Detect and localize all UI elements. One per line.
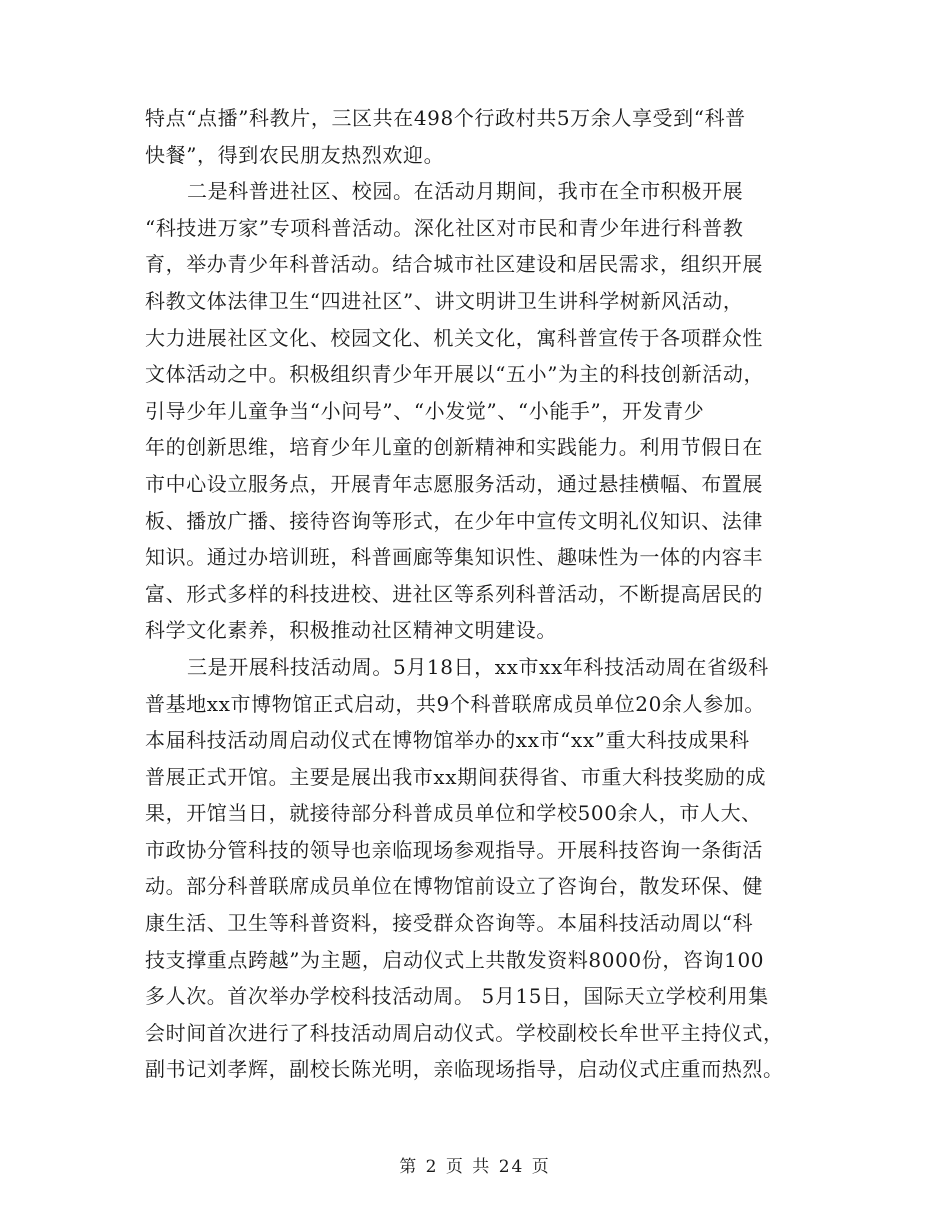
text-line: 特点“点播”科教片，三区共在498个行政村共5万余人享受到“科普 (145, 106, 746, 130)
paragraph-start-line: 二是科普进社区、校园。在活动月期间，我市在全市积极开展 (187, 179, 744, 204)
text-line: 动。部分科普联席成员单位在博物馆前设立了咨询台，散发环保、健 (145, 874, 763, 899)
text-line: 普展正式开馆。主要是展出我市xx期间获得省、市重大科技奖励的成 (145, 764, 767, 789)
text-line: 育，举办青少年科普活动。结合城市社区建设和居民需求，组织开展 (145, 252, 763, 277)
text-line: 普基地xx市博物馆正式启动，共9个科普联席成员单位20余人参加。 (145, 691, 765, 716)
text-line: 引导少年儿童争当“小问号”、“小发觉”、“小能手”，开发青少 (145, 398, 705, 423)
text-line: 果，开馆当日，就接待部分科普成员单位和学校500余人，市人大、 (145, 801, 762, 826)
text-line: 大力进展社区文化、校园文化、机关文化，寓科普宣传于各项群众性 (145, 325, 763, 350)
paragraph-start-line: 三是开展科技活动周。5月18日，xx市xx年科技活动周在省级科 (187, 654, 769, 679)
text-line: 板、播放广播、接待咨询等形式，在少年中宣传文明礼仪知识、法律 (145, 508, 763, 533)
text-line: 副书记刘孝辉，副校长陈光明，亲临现场指导，启动仪式庄重而热烈。 (145, 1057, 784, 1082)
text-line: 技支撑重点跨越”为主题，启动仪式上共散发资料8000份，咨询100 (145, 947, 765, 972)
text-line: 会时间首次进行了科技活动周启动仪式。学校副校长牟世平主持仪式， (145, 1020, 784, 1045)
text-line: 市中心设立服务点，开展青年志愿服务活动，通过悬挂横幅、布置展 (145, 471, 763, 496)
text-line: 本届科技活动周启动仪式在博物馆举办的xx市“xx”重大科技成果科 (145, 728, 750, 753)
text-line: 康生活、卫生等科普资料，接受群众咨询等。本届科技活动周以“科 (145, 911, 754, 936)
page-number-footer: 第 2 页 共 24 页 (399, 1157, 551, 1177)
text-line: 富、形式多样的科技进校、进社区等系列科普活动，不断提高居民的 (145, 581, 763, 606)
body-text (145, 100, 810, 1088)
text-line: “科技进万家”专项科普活动。深化社区对市民和青少年进行科普教 (145, 215, 744, 240)
text-line: 市政协分管科技的领导也亲临现场参观指导。开展科技咨询一条街活 (145, 837, 763, 862)
text-line: 年的创新思维，培育少年儿童的创新精神和实践能力。利用节假日在 (145, 435, 763, 460)
text-line: 多人次。首次举办学校科技活动周。 5月15日，国际天立学校利用集 (145, 984, 769, 1009)
text-line: 快餐”，得到农民朋友热烈欢迎。 (145, 142, 445, 167)
text-line: 文体活动之中。积极组织青少年开展以“五小”为主的科技创新活动， (145, 362, 765, 387)
text-line: 科教文体法律卫生“四进社区”、讲文明讲卫生讲科学树新风活动， (145, 288, 744, 313)
text-line: 知识。通过办培训班，科普画廊等集知识性、趣味性为一体的内容丰 (145, 545, 763, 570)
text-line: 科学文化素养，积极推动社区精神文明建设。 (145, 618, 557, 643)
